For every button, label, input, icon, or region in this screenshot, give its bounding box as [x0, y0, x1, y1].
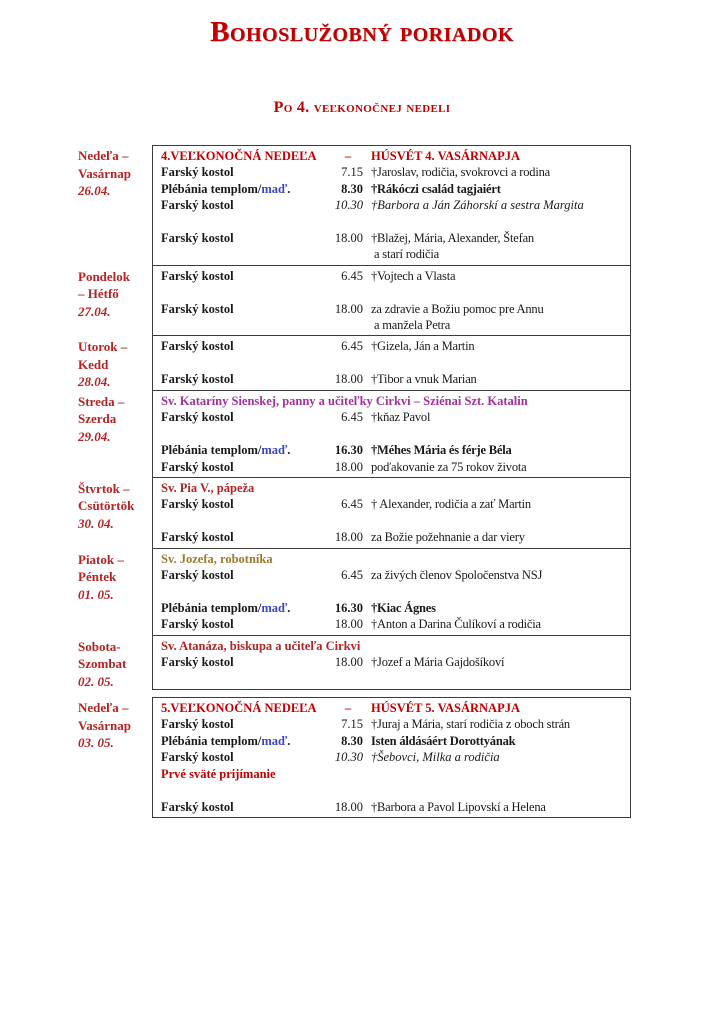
blank-line [153, 670, 630, 686]
saint-row [153, 551, 630, 567]
day-row [78, 697, 631, 818]
intention-cell [363, 409, 630, 425]
time-cell: 6.45 [341, 339, 363, 354]
place-text: Farský kostol [161, 165, 234, 180]
time-cell: 10.30 [334, 198, 363, 213]
time-cell: 18.00 [334, 459, 363, 474]
place-text: Farský kostol [161, 799, 234, 814]
day-name: Nedeľa – [78, 700, 129, 716]
day-name: Szerda [78, 411, 117, 427]
intention-cell [363, 197, 630, 213]
time-cell: 18.00 [334, 231, 363, 246]
intention-text: †Gizela, Ján a Martin [371, 339, 475, 354]
blank-line [153, 782, 630, 798]
place-text: Farský kostol [161, 497, 234, 512]
intention-text-line2: a manžela Petra [374, 318, 451, 333]
place-cell [153, 181, 333, 197]
saint-row [153, 638, 630, 654]
saint-row [153, 393, 630, 409]
saint-name: Sv. Atanáza, biskupa a učiteľa Cirkvi [161, 638, 361, 653]
place-hungarian: maď [261, 443, 288, 458]
day-block [152, 478, 631, 549]
day-date: 30. 04. [78, 515, 114, 531]
day-name: – Hétfő [78, 286, 119, 302]
day-date: 26.04. [78, 183, 111, 198]
day-block [152, 145, 631, 266]
time-cell: 8.30 [341, 733, 363, 748]
day-label [78, 697, 152, 818]
intention-text: Isten áldásáért Dorottyának [371, 733, 516, 748]
day-date: 02. 05. [78, 673, 114, 689]
day-label [78, 145, 152, 266]
mass-row [153, 164, 630, 180]
place-text: Farský kostol [161, 530, 234, 545]
place-text: Plébánia templom/ [161, 181, 262, 196]
day-name: Utorok – [78, 339, 128, 355]
day-block [152, 266, 631, 337]
intention-text: †Jaroslav, rodičia, svokrovci a rodina [371, 165, 551, 180]
place-cell [153, 197, 333, 213]
place-cell [153, 459, 333, 475]
intention-text: †kňaz Pavol [371, 410, 431, 425]
intention-cell [363, 716, 630, 732]
day-name: Štvrtok – [78, 480, 130, 496]
place-cell [153, 716, 333, 732]
mass-schedule [78, 145, 631, 818]
day-row [78, 391, 631, 478]
mass-row [153, 716, 630, 732]
feast-title-sk: 5.VEĽKONOČNÁ NEDEĽA [161, 701, 317, 716]
intention-text: †Rákóczi család tagjaiért [371, 181, 501, 196]
place-text: Farský kostol [161, 654, 234, 669]
place-text: . [287, 600, 291, 615]
intention-cell [363, 600, 630, 616]
mass-row [153, 338, 630, 354]
intention-cell [363, 268, 630, 284]
intention-text-line2: a starí rodičia [374, 247, 440, 262]
feast-title-sk: 4.VEĽKONOČNÁ NEDEĽA [161, 149, 317, 163]
place-cell [153, 616, 333, 632]
mass-row [153, 268, 630, 284]
intention-text: †Barbora a Pavol Lipovskí a Helena [371, 799, 546, 814]
time-cell: 7.15 [341, 717, 363, 732]
place-cell [153, 567, 333, 583]
place-hungarian: maď [261, 600, 288, 615]
place-text: Farský kostol [161, 750, 234, 765]
mass-row [153, 749, 630, 765]
intention-cell [363, 371, 630, 387]
day-name: Szombat [78, 656, 127, 672]
mass-row [153, 567, 630, 583]
place-text: Farský kostol [161, 459, 234, 474]
place-text: Plébánia templom/ [161, 600, 262, 615]
day-name: Vasárnap [78, 165, 131, 181]
feast-title-hu: HÚSVÉT 5. VASÁRNAPJA [371, 701, 520, 716]
intention-text: za zdravie a Božiu pomoc pre Annu [371, 301, 544, 316]
day-label [78, 266, 152, 337]
place-cell [153, 371, 333, 387]
place-text: . [287, 443, 291, 458]
intention-cell [363, 733, 630, 749]
intention-text: † Alexander, rodičia a zať Martin [371, 497, 531, 512]
day-name: Kedd [78, 356, 109, 372]
feast-title-row [153, 700, 630, 716]
intention-text: †Tibor a vnuk Marian [371, 372, 477, 387]
place-cell [153, 409, 333, 425]
mass-row [153, 616, 630, 632]
mass-row [153, 799, 630, 815]
place-cell [153, 164, 333, 180]
intention-cell [363, 616, 630, 632]
place-hungarian: maď [261, 181, 288, 196]
intention-cell [363, 164, 630, 180]
intention-text: †Anton a Darina Čulíkoví a rodičia [371, 617, 541, 632]
place-text: Farský kostol [161, 617, 234, 632]
place-cell [153, 301, 333, 334]
note-row [153, 766, 630, 782]
place-text: Farský kostol [161, 231, 234, 246]
intention-text: za Božie požehnanie a dar viery [371, 530, 525, 545]
time-cell: 6.45 [341, 497, 363, 512]
mass-row [153, 230, 630, 263]
day-row [78, 336, 631, 391]
place-text: Plébánia templom/ [161, 443, 262, 458]
day-name: Streda – [78, 393, 125, 409]
time-cell: 6.45 [341, 567, 363, 582]
intention-text: †Juraj a Mária, starí rodičia z oboch strán [371, 717, 570, 732]
saint-name: Sv. Jozefa, robotníka [161, 551, 273, 566]
mass-row [153, 197, 630, 213]
day-date: 28.04. [78, 374, 111, 390]
day-name: Nedeľa – [78, 148, 129, 163]
place-cell [153, 600, 333, 616]
place-text: Farský kostol [161, 339, 234, 354]
time-cell: 7.15 [341, 165, 363, 180]
intention-cell [363, 459, 630, 475]
feast-title-hu: HÚSVÉT 4. VASÁRNAPJA [371, 149, 520, 163]
day-block [152, 336, 631, 391]
day-block [152, 549, 631, 636]
mass-row [153, 529, 630, 545]
place-cell [153, 529, 333, 545]
mass-row [153, 496, 630, 512]
day-date: 27.04. [78, 303, 111, 319]
day-block [152, 697, 631, 818]
saint-name: Sv. Kataríny Sienskej, panny a učiteľky Cirkvi – Sziénai Szt. Katalin [161, 393, 528, 408]
time-cell: 6.45 [341, 410, 363, 425]
time-cell: 18.00 [334, 799, 363, 814]
day-row [78, 549, 631, 636]
place-text: Farský kostol [161, 372, 234, 387]
intention-text: †Méhes Mária és férje Béla [371, 443, 512, 458]
mass-row [153, 459, 630, 475]
time-cell: 16.30 [334, 600, 363, 615]
intention-cell [363, 442, 630, 458]
place-text: Farský kostol [161, 198, 234, 213]
place-text: Farský kostol [161, 717, 234, 732]
blank-line [153, 583, 630, 599]
feast-title-dash: – [344, 701, 352, 716]
day-row [78, 266, 631, 337]
intention-text: za živých členov Spoločenstva NSJ [371, 567, 543, 582]
intention-text: †Barbora a Ján Záhorskí a sestra Margita [371, 198, 584, 213]
time-cell: 8.30 [341, 181, 363, 196]
blank-line [153, 355, 630, 371]
day-row [78, 478, 631, 549]
time-cell: 6.45 [341, 268, 363, 283]
mass-row [153, 301, 630, 334]
mass-row [153, 409, 630, 425]
day-block [152, 636, 631, 691]
day-row [78, 145, 631, 266]
place-cell [153, 749, 333, 765]
mass-row [153, 371, 630, 387]
mass-row [153, 442, 630, 458]
intention-cell [363, 654, 630, 670]
blank-line [153, 513, 630, 529]
feast-title-dash: – [344, 149, 352, 163]
intention-cell [363, 230, 630, 263]
place-cell [153, 733, 333, 749]
day-label [78, 549, 152, 636]
mass-row [153, 733, 630, 749]
time-cell: 18.00 [334, 654, 363, 669]
place-text: . [287, 733, 291, 748]
day-name: Pondelok [78, 268, 131, 284]
intention-cell [363, 301, 630, 334]
day-label [78, 391, 152, 478]
day-block [152, 391, 631, 478]
mass-row [153, 600, 630, 616]
day-name: Sobota- [78, 638, 121, 654]
intention-text: †Šebovci, Milka a rodičia [371, 750, 500, 765]
day-date: 29.04. [78, 428, 111, 444]
day-date: 03. 05. [78, 735, 114, 751]
place-cell [153, 268, 333, 284]
intention-text: poďakovanie za 75 rokov života [371, 459, 527, 474]
place-text: Farský kostol [161, 410, 234, 425]
place-text: Farský kostol [161, 567, 234, 582]
intention-cell [363, 496, 630, 512]
mass-row [153, 654, 630, 670]
intention-text: †Vojtech a Vlasta [371, 268, 456, 283]
time-cell: 18.00 [334, 372, 363, 387]
day-name: Csütörtök [78, 498, 135, 514]
intention-cell [363, 567, 630, 583]
place-hungarian: maď [261, 733, 288, 748]
place-cell [153, 338, 333, 354]
blank-line [153, 214, 630, 230]
day-row [78, 636, 631, 691]
saint-name: Sv. Pia V., pápeža [161, 480, 255, 495]
intention-cell [363, 749, 630, 765]
day-name: Piatok – [78, 551, 124, 567]
intention-cell [363, 799, 630, 815]
place-cell [153, 654, 333, 670]
place-text: . [287, 181, 291, 196]
place-cell [153, 230, 333, 263]
page-title: Bohoslužobný poriadok [210, 16, 514, 48]
time-cell: 16.30 [334, 443, 363, 458]
blank-line [153, 426, 630, 442]
place-cell [153, 799, 333, 815]
day-name: Vasárnap [78, 717, 131, 733]
day-date: 01. 05. [78, 586, 114, 602]
page-subtitle: Po 4. veľkonočnej nedeli [273, 99, 451, 116]
day-name: Péntek [78, 569, 117, 585]
place-cell [153, 496, 333, 512]
intention-cell [363, 181, 630, 197]
intention-text: †Kiac Ágnes [371, 600, 436, 615]
intention-cell [363, 338, 630, 354]
time-cell: 10.30 [334, 750, 363, 765]
place-text: Farský kostol [161, 268, 234, 283]
intention-text: †Blažej, Mária, Alexander, Štefan [371, 231, 534, 246]
saint-row [153, 480, 630, 496]
time-cell: 18.00 [334, 301, 363, 316]
place-text: Plébánia templom/ [161, 733, 262, 748]
place-cell [153, 442, 333, 458]
time-cell: 18.00 [334, 530, 363, 545]
day-label [78, 478, 152, 549]
place-text: Farský kostol [161, 301, 234, 316]
mass-row [153, 181, 630, 197]
note-text: Prvé sväté prijímanie [161, 766, 276, 781]
intention-cell [363, 529, 630, 545]
feast-title-row [153, 148, 630, 164]
day-label [78, 636, 152, 691]
time-cell: 18.00 [334, 617, 363, 632]
blank-line [153, 284, 630, 300]
intention-text: †Jozef a Mária Gajdošíkoví [371, 654, 505, 669]
day-label [78, 336, 152, 391]
